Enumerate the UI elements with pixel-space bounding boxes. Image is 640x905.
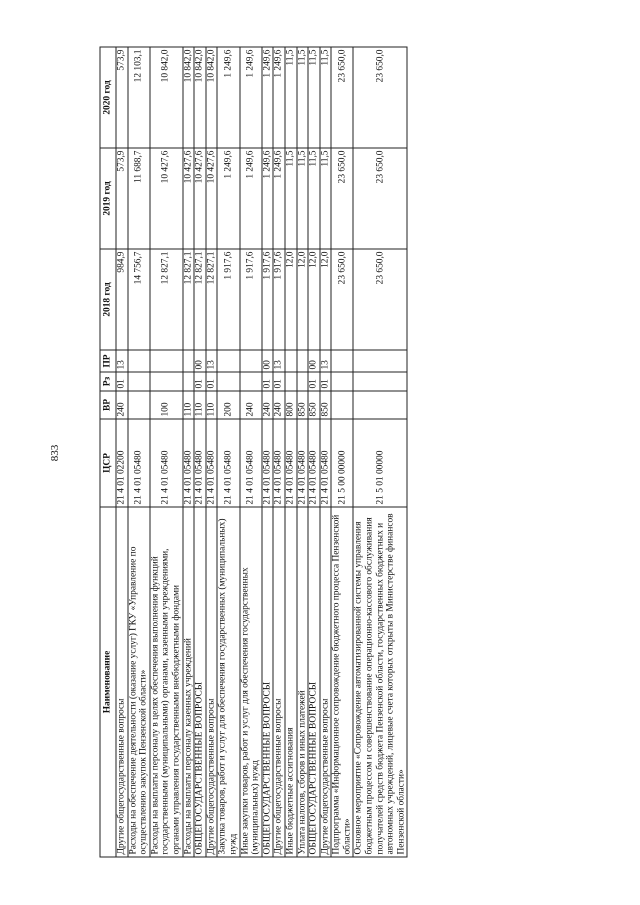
row-csr: 21 4 01 05480 — [297, 419, 309, 507]
row-pr: 00 — [308, 350, 320, 372]
row-name: ОБЩЕГОСУДАРСТВЕННЫЕ ВОПРОСЫ — [262, 507, 274, 857]
row-2018: 1 917,6 — [273, 249, 285, 350]
row-2020: 1 249,6 — [262, 47, 274, 148]
row-2019: 23 650,0 — [353, 148, 407, 249]
table-row — [116, 47, 128, 857]
row-2020: 1 249,6 — [240, 47, 262, 148]
row-vr: 240 — [240, 391, 262, 419]
row-vr: 850 — [308, 391, 320, 419]
row-2019: 10 427,6 — [206, 148, 218, 249]
row-2018: 984,9 — [116, 249, 128, 350]
table-row — [308, 47, 320, 857]
row-csr: 21 4 01 05480 — [150, 419, 183, 507]
row-rz: 01 — [194, 372, 206, 391]
row-pr — [353, 350, 407, 372]
row-name: Другие общегосударственные вопросы — [320, 507, 332, 857]
row-2019: 10 427,6 — [150, 148, 183, 249]
row-csr: 21 4 01 05480 — [128, 419, 150, 507]
row-2018: 1 917,6 — [217, 249, 239, 350]
row-vr: 850 — [320, 391, 332, 419]
row-2020: 11,5 — [308, 47, 320, 148]
row-2018: 23 650,0 — [353, 249, 407, 350]
row-rz — [183, 372, 195, 391]
row-2020: 11,5 — [297, 47, 309, 148]
row-2020: 1 249,6 — [217, 47, 239, 148]
row-2018: 12,0 — [308, 249, 320, 350]
row-csr: 21 4 01 02200 — [116, 419, 128, 507]
row-2019: 573,9 — [116, 148, 128, 249]
row-pr — [297, 350, 309, 372]
row-2019: 11,5 — [308, 148, 320, 249]
row-2019: 1 249,6 — [273, 148, 285, 249]
row-vr: 240 — [273, 391, 285, 419]
table-row — [183, 47, 195, 857]
row-2019: 11,5 — [320, 148, 332, 249]
row-name: Другие общегосударственные вопросы — [116, 507, 128, 857]
row-2020: 10 842,0 — [206, 47, 218, 148]
row-2020: 10 842,0 — [183, 47, 195, 148]
row-vr: 110 — [206, 391, 218, 419]
row-csr: 21 4 01 05480 — [206, 419, 218, 507]
row-name: Расходы на обеспечение деятельности (оказание услуг) ГКУ «Управление по осуществлению закупок Пензенской области» — [128, 507, 150, 857]
row-vr: 110 — [183, 391, 195, 419]
row-2020: 12 103,1 — [128, 47, 150, 148]
row-pr — [331, 350, 353, 372]
row-name: Иные закупки товаров, работ и услуг для обеспечения государственных (муниципальных) нужд — [240, 507, 262, 857]
row-2018: 12,0 — [320, 249, 332, 350]
row-pr: 13 — [116, 350, 128, 372]
row-2019: 11,5 — [297, 148, 309, 249]
table-row — [285, 47, 297, 857]
rotated-table-container — [100, 47, 541, 857]
table-row — [206, 47, 218, 857]
header-name: Наименование — [100, 507, 116, 857]
table-row — [240, 47, 262, 857]
row-2019: 1 249,6 — [217, 148, 239, 249]
row-2018: 1 917,6 — [262, 249, 274, 350]
row-2020: 573,9 — [116, 47, 128, 148]
row-2018: 12 827,1 — [194, 249, 206, 350]
row-rz: 01 — [320, 372, 332, 391]
row-vr — [128, 391, 150, 419]
row-2020: 23 650,0 — [331, 47, 353, 148]
row-vr: 240 — [116, 391, 128, 419]
row-pr — [183, 350, 195, 372]
row-rz: 01 — [262, 372, 274, 391]
row-2020: 10 842,0 — [150, 47, 183, 148]
row-rz: 01 — [273, 372, 285, 391]
row-pr — [150, 350, 183, 372]
row-csr: 21 4 01 05480 — [262, 419, 274, 507]
row-2019: 10 427,6 — [194, 148, 206, 249]
row-name: Другие общегосударственные вопросы — [273, 507, 285, 857]
row-vr: 800 — [285, 391, 297, 419]
row-csr: 21 5 00 00000 — [331, 419, 353, 507]
row-csr: 21 4 01 05480 — [285, 419, 297, 507]
row-rz — [353, 372, 407, 391]
row-pr: 13 — [273, 350, 285, 372]
row-name: Расходы на выплаты персоналу в целях обеспечения выполнения функций государственными (муниципальными) органами, казенными учреждениями, органами управления государственными внебюджетными фондами — [150, 507, 183, 857]
row-csr: 21 4 01 05480 — [273, 419, 285, 507]
row-name: Уплата налогов, сборов и иных платежей — [297, 507, 309, 857]
row-name: Закупка товаров, работ и услуг для обеспечения государственных (муниципальных) нужд — [217, 507, 239, 857]
row-pr: 00 — [262, 350, 274, 372]
row-2018: 12,0 — [285, 249, 297, 350]
row-rz — [240, 372, 262, 391]
row-rz — [128, 372, 150, 391]
table-row — [128, 47, 150, 857]
row-vr — [331, 391, 353, 419]
row-rz — [217, 372, 239, 391]
row-pr — [217, 350, 239, 372]
row-2020: 11,5 — [320, 47, 332, 148]
row-2018: 14 756,7 — [128, 249, 150, 350]
table-row — [194, 47, 206, 857]
row-vr: 100 — [150, 391, 183, 419]
row-pr: 13 — [206, 350, 218, 372]
row-pr: 13 — [320, 350, 332, 372]
row-pr: 00 — [194, 350, 206, 372]
row-name: Расходы на выплаты персоналу казенных учреждений — [183, 507, 195, 857]
row-csr: 21 4 01 05480 — [217, 419, 239, 507]
table-row — [262, 47, 274, 857]
row-vr: 200 — [217, 391, 239, 419]
budget-table — [100, 46, 408, 857]
row-csr: 21 5 01 00000 — [353, 419, 407, 507]
row-2019: 1 249,6 — [240, 148, 262, 249]
header-vr: ВР — [100, 391, 116, 419]
table-row — [297, 47, 309, 857]
header-csr: ЦСР — [100, 419, 116, 507]
row-2018: 12 827,1 — [206, 249, 218, 350]
header-2018: 2018 год — [100, 249, 116, 350]
row-rz: 01 — [206, 372, 218, 391]
row-2019: 23 650,0 — [331, 148, 353, 249]
table-row — [353, 47, 407, 857]
row-rz — [285, 372, 297, 391]
row-2018: 12,0 — [297, 249, 309, 350]
row-name: Другие общегосударственные вопросы — [206, 507, 218, 857]
row-pr — [128, 350, 150, 372]
row-2019: 10 427,6 — [183, 148, 195, 249]
table-row — [150, 47, 183, 857]
row-csr: 21 4 01 05480 — [320, 419, 332, 507]
row-rz: 01 — [308, 372, 320, 391]
row-name: ОБЩЕГОСУДАРСТВЕННЫЕ ВОПРОСЫ — [194, 507, 206, 857]
row-vr: 850 — [297, 391, 309, 419]
row-vr: 110 — [194, 391, 206, 419]
row-csr: 21 4 01 05480 — [183, 419, 195, 507]
row-2018: 12 827,1 — [150, 249, 183, 350]
row-pr — [285, 350, 297, 372]
row-rz — [331, 372, 353, 391]
row-name: Иные бюджетные ассигнования — [285, 507, 297, 857]
row-2020: 10 842,0 — [194, 47, 206, 148]
row-2019: 1 249,6 — [262, 148, 274, 249]
header-pr: ПР — [100, 350, 116, 372]
page-number: 833 — [49, 444, 61, 462]
header-2020: 2020 год — [100, 47, 116, 148]
row-rz — [297, 372, 309, 391]
table-header-row — [100, 47, 116, 857]
row-2020: 23 650,0 — [353, 47, 407, 148]
row-2019: 11 688,7 — [128, 148, 150, 249]
row-csr: 21 4 01 05480 — [194, 419, 206, 507]
row-2018: 1 917,6 — [240, 249, 262, 350]
row-2019: 11,5 — [285, 148, 297, 249]
row-name: Подпрограмма «Информационное сопровождение бюджетного процесса Пензенской области» — [331, 507, 353, 857]
table-row — [331, 47, 353, 857]
row-vr — [353, 391, 407, 419]
row-2018: 12 827,1 — [183, 249, 195, 350]
header-rz: Рз — [100, 372, 116, 391]
row-rz — [150, 372, 183, 391]
table-row — [217, 47, 239, 857]
row-rz: 01 — [116, 372, 128, 391]
row-csr: 21 4 01 05480 — [308, 419, 320, 507]
row-2018: 23 650,0 — [331, 249, 353, 350]
row-2020: 11,5 — [285, 47, 297, 148]
header-2019: 2019 год — [100, 148, 116, 249]
row-2020: 1 249,6 — [273, 47, 285, 148]
row-csr: 21 4 01 05480 — [240, 419, 262, 507]
table-row — [320, 47, 332, 857]
table-row — [273, 47, 285, 857]
row-pr — [240, 350, 262, 372]
row-name: ОБЩЕГОСУДАРСТВЕННЫЕ ВОПРОСЫ — [308, 507, 320, 857]
row-name: Основное мероприятие «Сопровождение автоматизированной системы управления бюджетным процессом и совершенствование операционно-кассового обслуживания получателей средств бюджета Пензенской области, государственных бюджетных и автономных учреждений, лицевые счета которых открыты в Министерстве финансов Пензенской области» — [353, 507, 407, 857]
row-vr: 240 — [262, 391, 274, 419]
